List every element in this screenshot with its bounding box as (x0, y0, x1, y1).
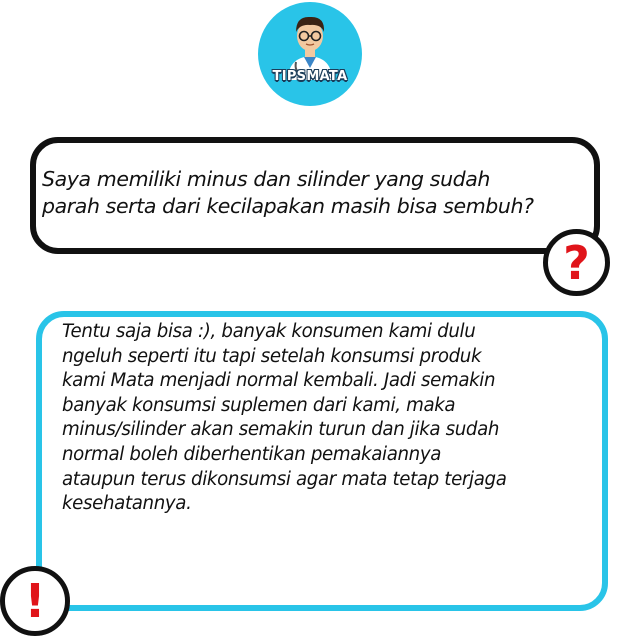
answer-line: normal boleh diberhentikan pemakaiannya (62, 443, 442, 465)
exclamation-icon: ! (24, 574, 46, 628)
answer-line: ataupun terus dikonsumsi agar mata tetap terjaga (62, 468, 507, 490)
answer-line: minus/silinder akan semakin turun dan jika sudah (62, 419, 500, 441)
question-line: Saya memiliki minus dan silinder yang sudah (42, 167, 491, 191)
doctor-avatar-icon (258, 2, 362, 106)
question-line: parah serta dari kecilapakan masih bisa sembuh? (42, 194, 534, 218)
answer-line: kami Mata menjadi normal kembali. Jadi semakin (62, 370, 496, 392)
question-mark-badge (543, 229, 610, 296)
tipsmata-logo (258, 2, 362, 106)
answer-line: kesehatannya. (62, 493, 192, 515)
answer-line: ngeluh seperti itu tapi setelah konsumsi produk (62, 345, 482, 367)
question-text (42, 166, 612, 220)
answer-line: banyak konsumsi suplemen dari kami, maka (62, 394, 456, 416)
answer-line: Tentu saja bisa :), banyak konsumen kami dulu (62, 321, 476, 342)
question-mark-icon: ? (563, 236, 590, 290)
answer-text (62, 320, 607, 517)
logo-text: TIPSMATA (272, 69, 348, 84)
exclamation-badge (0, 566, 70, 636)
